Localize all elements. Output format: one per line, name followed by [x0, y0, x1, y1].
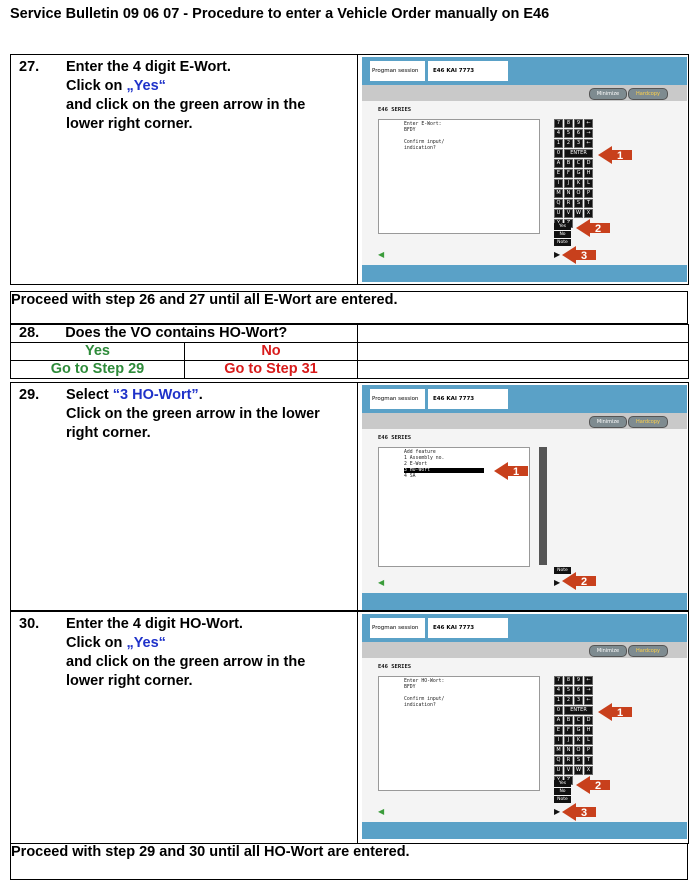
keypad-key[interactable]: 6: [574, 129, 583, 138]
step-29-table: [10, 382, 689, 611]
step-number: 29.: [19, 387, 40, 403]
series-label: E46 SERIES: [378, 107, 412, 113]
hardcopy-button[interactable]: Hardcopy: [628, 645, 668, 657]
instruction-text: Click on: [66, 78, 127, 94]
hardcopy-button[interactable]: Hardcopy: [628, 88, 668, 100]
keypad-key[interactable]: G: [574, 726, 583, 735]
keypad-key[interactable]: R: [564, 199, 573, 208]
keypad-key[interactable]: M: [554, 746, 563, 755]
instruction-line: right corner.: [66, 425, 151, 441]
list-heading: Add feature: [404, 450, 436, 455]
no-button[interactable]: No: [554, 231, 571, 238]
callout-1-icon: [598, 146, 632, 164]
keypad-key[interactable]: ←: [584, 139, 593, 148]
green-back-arrow-icon[interactable]: ◀: [378, 250, 385, 259]
keypad-key[interactable]: X: [584, 766, 593, 775]
keypad-key[interactable]: 7: [554, 119, 563, 128]
status-bar: [362, 593, 687, 610]
keypad-key[interactable]: ←: [584, 696, 593, 705]
keypad-key[interactable]: 2: [564, 696, 573, 705]
yes-goto: Go to Step 29: [11, 361, 185, 379]
green-back-arrow-icon[interactable]: ◀: [378, 578, 385, 587]
keypad-key[interactable]: U: [554, 209, 563, 218]
list-item[interactable]: 2 E-Wort: [404, 462, 428, 467]
keypad-key[interactable]: ENTER: [564, 706, 593, 715]
keypad-key[interactable]: 7: [554, 676, 563, 685]
keypad-key[interactable]: D: [584, 159, 593, 168]
keypad-key[interactable]: U: [554, 766, 563, 775]
keypad-key[interactable]: M: [554, 189, 563, 198]
callout-2-icon: [576, 219, 610, 237]
keypad-key[interactable]: Q: [554, 199, 563, 208]
keypad-key[interactable]: 4: [554, 686, 563, 695]
keypad-key[interactable]: L: [584, 736, 593, 745]
keypad-key[interactable]: 2: [564, 139, 573, 148]
svg-text:3: 3: [580, 250, 588, 262]
step-number: 30.: [19, 616, 40, 632]
svg-text:1: 1: [512, 466, 520, 478]
keypad-key[interactable]: R: [564, 756, 573, 765]
howort-screen: [362, 614, 687, 839]
keypad-key[interactable]: C: [574, 159, 583, 168]
instruction-line: lower right corner.: [66, 673, 193, 689]
keypad-key[interactable]: ←: [584, 676, 593, 685]
keypad-key[interactable]: ENTER: [564, 149, 593, 158]
keypad-key[interactable]: A: [554, 716, 563, 725]
no-button[interactable]: No: [554, 788, 571, 795]
keypad-key[interactable]: C: [574, 716, 583, 725]
svg-text:2: 2: [594, 780, 602, 792]
keypad-key[interactable]: 9: [574, 119, 583, 128]
hardcopy-button[interactable]: Hardcopy: [628, 416, 668, 428]
keypad-key[interactable]: 3: [574, 696, 583, 705]
callout-1-icon: [494, 462, 528, 480]
step-28-table: [10, 324, 689, 379]
note-button[interactable]: Note: [554, 567, 571, 574]
session-label: Progman session: [370, 61, 425, 81]
keypad-key[interactable]: J: [564, 179, 573, 188]
yes-button[interactable]: Yes: [554, 223, 571, 230]
keypad-key[interactable]: ←: [584, 119, 593, 128]
keypad-key[interactable]: 5: [564, 129, 573, 138]
keypad-key[interactable]: 6: [574, 686, 583, 695]
keypad-key[interactable]: S: [574, 199, 583, 208]
keypad-key[interactable]: W: [574, 209, 583, 218]
step-30-table: [10, 611, 689, 844]
step-29-instructions: [11, 383, 358, 611]
keypad-key[interactable]: B: [564, 716, 573, 725]
keypad-key[interactable]: →: [584, 686, 593, 695]
list-item[interactable]: 4 SA: [404, 474, 416, 479]
status-bar: [362, 822, 687, 839]
green-back-arrow-icon[interactable]: ◀: [378, 807, 385, 816]
status-bar: [362, 265, 687, 282]
next-arrow-icon[interactable]: ▶: [554, 578, 561, 587]
keypad-key[interactable]: K: [574, 736, 583, 745]
button-row: [362, 413, 687, 429]
keypad: [554, 119, 596, 228]
keypad-key[interactable]: →: [584, 129, 593, 138]
yes-option: Yes: [11, 343, 185, 361]
prompt-text: Enter HO-Wort: BFDY Confirm input/ indication?: [404, 679, 445, 708]
button-row: [362, 85, 687, 101]
callout-1-icon: [598, 703, 632, 721]
keypad-key[interactable]: O: [574, 189, 583, 198]
vin-label: E46 KAI 7773: [428, 61, 508, 81]
page-title: Service Bulletin 09 06 07 - Procedure to enter a Vehicle Order manually on E46: [10, 6, 550, 22]
yes-button[interactable]: Yes: [554, 780, 571, 787]
step-number: 27.: [19, 59, 40, 75]
no-option: No: [185, 343, 358, 361]
keypad-key[interactable]: 0: [554, 706, 563, 715]
callout-2-icon: [576, 776, 610, 794]
keypad-key[interactable]: H: [584, 726, 593, 735]
keypad-key[interactable]: 0: [554, 149, 563, 158]
keypad-key[interactable]: F: [564, 169, 573, 178]
proceed-note: Proceed with step 29 and 30 until all HO-Wort are entered.: [11, 844, 688, 880]
next-arrow-icon[interactable]: ▶: [554, 250, 561, 259]
proceed-1-table: [10, 291, 688, 324]
minimize-button[interactable]: Minimize: [589, 88, 627, 100]
button-row: [362, 642, 687, 658]
instruction-line: and click on the green arrow in the: [66, 97, 306, 113]
step-27-instructions: [11, 55, 358, 285]
step-27-table: [10, 54, 689, 285]
ho-wort-keyword: “3 HO-Wort”: [112, 387, 199, 403]
instruction-text: .: [198, 387, 203, 403]
keypad-key[interactable]: 9: [574, 676, 583, 685]
step-number: 28.: [19, 325, 40, 341]
svg-text:3: 3: [580, 807, 588, 819]
proceed-2-table: [10, 843, 688, 880]
no-goto: Go to Step 31: [185, 361, 358, 379]
keypad-key[interactable]: N: [564, 746, 573, 755]
text-panel: [378, 676, 540, 791]
keypad-key[interactable]: 8: [564, 119, 573, 128]
keypad-key[interactable]: T: [584, 756, 593, 765]
keypad-key[interactable]: G: [574, 169, 583, 178]
session-label: Progman session: [370, 389, 425, 409]
list-item-selected[interactable]: 3 HO-Wort: [404, 468, 484, 473]
keypad-key[interactable]: K: [574, 179, 583, 188]
series-label: E46 SERIES: [378, 664, 412, 670]
list-item[interactable]: 1 Assembly no.: [404, 456, 445, 461]
scrollbar[interactable]: [539, 447, 547, 565]
step-30-screenshot-cell: [358, 612, 689, 844]
keypad-key[interactable]: T: [584, 199, 593, 208]
instruction-text: Click on: [66, 635, 127, 651]
keypad-key[interactable]: 4: [554, 129, 563, 138]
text-panel: [378, 119, 540, 234]
svg-text:1: 1: [616, 150, 624, 162]
keypad-key[interactable]: I: [554, 736, 563, 745]
keypad-key[interactable]: J: [564, 736, 573, 745]
keypad-key[interactable]: 8: [564, 676, 573, 685]
keypad-key[interactable]: X: [584, 209, 593, 218]
keypad-key[interactable]: F: [564, 726, 573, 735]
keypad-key[interactable]: Q: [554, 756, 563, 765]
note-button[interactable]: Note: [554, 239, 571, 246]
note-button[interactable]: Note: [554, 796, 571, 803]
keypad-key[interactable]: P: [584, 746, 593, 755]
svg-text:1: 1: [616, 707, 624, 719]
keypad-key[interactable]: I: [554, 179, 563, 188]
svg-text:2: 2: [580, 576, 588, 588]
proceed-note: Proceed with step 26 and 27 until all E-Wort are entered.: [11, 292, 688, 324]
keypad: [554, 676, 596, 785]
keypad-key[interactable]: 5: [564, 686, 573, 695]
next-arrow-icon[interactable]: ▶: [554, 807, 561, 816]
keypad-key[interactable]: 1: [554, 696, 563, 705]
feature-list-screen: [362, 385, 687, 610]
callout-3-icon: [562, 246, 596, 264]
step-27-screenshot-cell: [358, 55, 689, 285]
yes-keyword: „Yes“: [126, 635, 166, 651]
minimize-button[interactable]: Minimize: [589, 416, 627, 428]
yes-keyword: „Yes“: [126, 78, 166, 94]
instruction-line: lower right corner.: [66, 116, 193, 132]
keypad-key[interactable]: E: [554, 169, 563, 178]
session-label: Progman session: [370, 618, 425, 638]
keypad-key[interactable]: V: [564, 766, 573, 775]
callout-3-icon: [562, 803, 596, 821]
instruction-line: Click on the green arrow in the lower: [66, 406, 320, 422]
keypad-key[interactable]: L: [584, 179, 593, 188]
series-label: E46 SERIES: [378, 435, 412, 441]
keypad-key[interactable]: S: [574, 756, 583, 765]
step-29-screenshot-cell: [358, 383, 689, 611]
keypad-key[interactable]: 3: [574, 139, 583, 148]
vin-label: E46 KAI 7773: [428, 618, 508, 638]
keypad-key[interactable]: H: [584, 169, 593, 178]
callout-2-icon: [562, 572, 596, 590]
prompt-text: Enter E-Wort: BFDY Confirm input/ indication?: [404, 122, 445, 151]
keypad-key[interactable]: E: [554, 726, 563, 735]
keypad-key[interactable]: A: [554, 159, 563, 168]
keypad-key[interactable]: D: [584, 716, 593, 725]
vin-label: E46 KAI 7773: [428, 389, 508, 409]
keypad-key[interactable]: V: [564, 209, 573, 218]
minimize-button[interactable]: Minimize: [589, 645, 627, 657]
keypad-key[interactable]: N: [564, 189, 573, 198]
instruction-line: Enter the 4 digit E-Wort.: [66, 59, 231, 75]
instruction-text: Select: [66, 387, 113, 403]
keypad-key[interactable]: B: [564, 159, 573, 168]
instruction-line: Enter the 4 digit HO-Wort.: [66, 616, 243, 632]
svg-text:2: 2: [594, 223, 602, 235]
keypad-key[interactable]: 1: [554, 139, 563, 148]
keypad-key[interactable]: O: [574, 746, 583, 755]
instruction-line: and click on the green arrow in the: [66, 654, 306, 670]
keypad-key[interactable]: W: [574, 766, 583, 775]
keypad-key[interactable]: P: [584, 189, 593, 198]
decision-question: Does the VO contains HO-Wort?: [65, 325, 288, 341]
ewort-screen: [362, 57, 687, 282]
step-30-instructions: [11, 612, 358, 844]
